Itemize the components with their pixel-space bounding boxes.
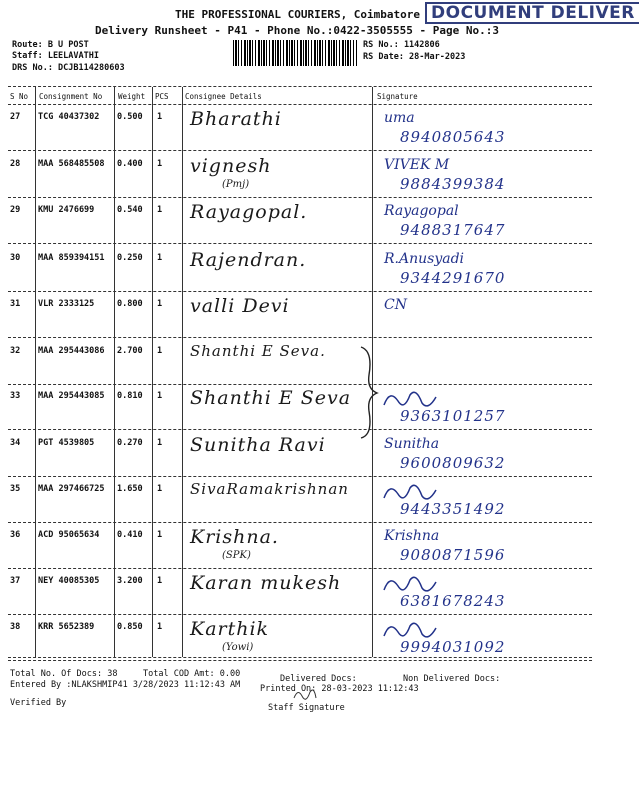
row-divider (8, 243, 592, 244)
row-serial-number: 37 (10, 576, 21, 586)
non-delivered-docs: Non Delivered Docs: (403, 674, 501, 684)
row-consignee-name: Karthik (190, 618, 270, 640)
col-header-consignment: Consignment No (39, 92, 103, 101)
row-consignment-number: ACD 95065634 (38, 530, 100, 540)
row-pieces: 1 (157, 346, 163, 356)
total-docs: Total No. Of Docs: 38 (10, 669, 118, 679)
printed-on: Printed On: 28-03-2023 11:12:43 (260, 684, 419, 694)
row-signature-name: uma (384, 110, 415, 126)
table-row (0, 572, 600, 615)
col-header-pcs: PCS (155, 92, 169, 101)
row-pieces: 1 (157, 622, 163, 632)
row-signature-name: R.Anusyadi (384, 251, 465, 267)
rs-number: RS No.: 1142806 (363, 40, 440, 50)
table-row (0, 480, 600, 523)
delivered-docs: Delivered Docs: (280, 674, 357, 684)
row-signature-phone: 9363101257 (400, 407, 506, 425)
verified-by: Verified By (10, 698, 67, 708)
row-consignee-name: Rajendran. (190, 249, 307, 271)
row-consignment-number: MAA 295443086 (38, 346, 105, 356)
row-pieces: 1 (157, 253, 163, 263)
table-bottom-rule (8, 657, 592, 658)
row-serial-number: 29 (10, 205, 21, 215)
col-header-sno: S No (10, 92, 29, 101)
row-pieces: 1 (157, 438, 163, 448)
row-consignment-number: PGT 4539805 (38, 438, 95, 448)
table-row (0, 155, 600, 198)
row-divider (8, 429, 592, 430)
row-consignment-number: MAA 859394151 (38, 253, 105, 263)
table-row (0, 201, 600, 244)
row-consignment-number: NEY 40085305 (38, 576, 100, 586)
row-signature-phone: 8940805643 (400, 128, 506, 146)
row-signature-name: VIVEK M (384, 157, 450, 173)
row-signature-phone: 9994031092 (400, 638, 506, 656)
row-pieces: 1 (157, 484, 163, 494)
row-pieces: 1 (157, 530, 163, 540)
row-divider (8, 384, 592, 385)
row-pieces: 1 (157, 112, 163, 122)
row-divider (8, 150, 592, 151)
row-consignment-number: KRR 5652389 (38, 622, 95, 632)
staff-signature-mark (290, 686, 320, 706)
row-pieces: 1 (157, 299, 163, 309)
row-serial-number: 34 (10, 438, 21, 448)
row-pieces: 1 (157, 391, 163, 401)
route-label: Route: B U POST (12, 40, 89, 50)
table-row (0, 526, 600, 569)
entered-by: Entered By :NLAKSHMIP41 3/28/2023 11:12:43 AM (10, 680, 241, 690)
row-serial-number: 30 (10, 253, 21, 263)
table-row (0, 108, 600, 151)
table-row (0, 434, 600, 477)
row-consignee-name: Rayagopal. (190, 201, 308, 223)
barcode (233, 40, 357, 66)
handwritten-signature-mark (380, 387, 440, 413)
row-consignment-number: MAA 297466725 (38, 484, 105, 494)
col-header-weight: Weight (118, 92, 146, 101)
row-consignee-name: Shanthi E Seva (190, 387, 352, 409)
row-serial-number: 31 (10, 299, 21, 309)
row-divider (8, 476, 592, 477)
row-weight: 0.850 (117, 622, 143, 632)
table-row (0, 295, 600, 338)
rs-date: RS Date: 28-Mar-2023 (363, 52, 466, 62)
col-header-signature: Signature (377, 92, 418, 101)
row-consignee-note: (Pmj) (222, 179, 250, 190)
row-consignee-name: SivaRamakrishnan (190, 480, 349, 498)
row-pieces: 1 (157, 159, 163, 169)
row-consignee-name: Krishna. (190, 526, 279, 548)
brace-mark (355, 345, 385, 440)
row-consignee-name: Karan mukesh (190, 572, 342, 594)
table-row (0, 387, 600, 430)
row-weight: 2.700 (117, 346, 143, 356)
row-signature-phone: 9080871596 (400, 546, 506, 564)
row-consignment-number: KMU 2476699 (38, 205, 95, 215)
row-divider (8, 337, 592, 338)
row-serial-number: 27 (10, 112, 21, 122)
runsheet-title: Delivery Runsheet - P41 - Phone No.:0422-3505555 - Page No.:3 (95, 24, 499, 37)
row-weight: 0.410 (117, 530, 143, 540)
row-weight: 3.200 (117, 576, 143, 586)
row-weight: 0.400 (117, 159, 143, 169)
row-divider (8, 660, 592, 661)
row-consignee-name: vignesh (190, 155, 272, 177)
row-divider (8, 291, 592, 292)
row-consignment-number: MAA 295443085 (38, 391, 105, 401)
row-serial-number: 32 (10, 346, 21, 356)
table-row (0, 618, 600, 661)
row-pieces: 1 (157, 205, 163, 215)
row-weight: 0.540 (117, 205, 143, 215)
staff-label: Staff: LEELAVATHI (12, 51, 99, 61)
row-signature-phone: 6381678243 (400, 592, 506, 610)
row-consignment-number: MAA 568485508 (38, 159, 105, 169)
row-signature-name: CN (384, 297, 407, 313)
row-signature-phone: 9488317647 (400, 221, 506, 239)
row-consignee-name: valli Devi (190, 295, 290, 317)
row-serial-number: 28 (10, 159, 21, 169)
row-signature-name: Rayagopal (384, 203, 459, 219)
row-consignee-name: Shanthi E Seva. (190, 342, 326, 360)
row-serial-number: 36 (10, 530, 21, 540)
col-header-consignee: Consignee Details (185, 92, 262, 101)
row-weight: 1.650 (117, 484, 143, 494)
row-serial-number: 33 (10, 391, 21, 401)
company-title: THE PROFESSIONAL COURIERS, Coimbatore (175, 8, 421, 21)
table-row (0, 249, 600, 292)
row-signature-name: Krishna (384, 528, 440, 544)
document-delivery-stamp: DOCUMENT DELIVER (425, 2, 639, 24)
row-consignee-name: Sunitha Ravi (190, 434, 326, 456)
table-top-rule (8, 86, 592, 87)
row-weight: 0.250 (117, 253, 143, 263)
row-consignee-note: (Yowi) (222, 642, 254, 653)
row-consignment-number: TCG 40437302 (38, 112, 100, 122)
total-cod: Total COD Amt: 0.00 (143, 669, 241, 679)
handwritten-signature-mark (380, 618, 440, 644)
row-signature-phone: 9344291670 (400, 269, 506, 287)
row-weight: 0.500 (117, 112, 143, 122)
row-divider (8, 568, 592, 569)
handwritten-signature-mark (380, 572, 440, 598)
row-signature-phone: 9600809632 (400, 454, 506, 472)
row-signature-name: Sunitha (384, 436, 440, 452)
staff-signature-label: Staff Signature (268, 703, 345, 713)
table-row (0, 342, 600, 385)
row-pieces: 1 (157, 576, 163, 586)
row-serial-number: 35 (10, 484, 21, 494)
row-consignment-number: VLR 2333125 (38, 299, 95, 309)
handwritten-signature-mark (380, 480, 440, 506)
table-header-rule (8, 104, 592, 105)
row-weight: 0.800 (117, 299, 143, 309)
row-signature-phone: 9884399384 (400, 175, 506, 193)
drs-number: DRS No.: DCJB114280603 (12, 63, 125, 73)
row-consignee-note: (SPK) (222, 550, 251, 561)
row-divider (8, 197, 592, 198)
row-divider (8, 614, 592, 615)
row-divider (8, 522, 592, 523)
row-serial-number: 38 (10, 622, 21, 632)
row-weight: 0.270 (117, 438, 143, 448)
row-weight: 0.810 (117, 391, 143, 401)
row-consignee-name: Bharathi (190, 108, 282, 130)
row-signature-phone: 9443351492 (400, 500, 506, 518)
